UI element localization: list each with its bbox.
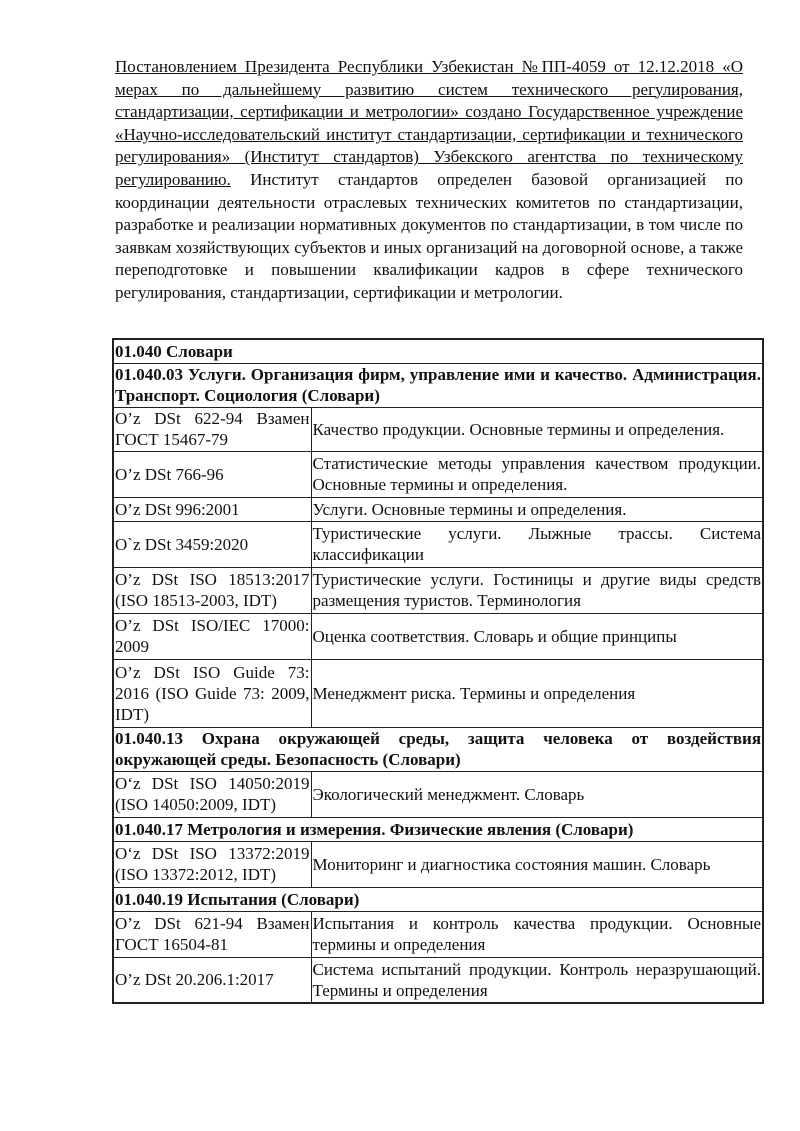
section-row (113, 727, 763, 771)
standards-table (112, 338, 764, 1004)
section-row (113, 363, 763, 407)
standard-title: Мониторинг и диагностика состояния машин. Словарь (311, 841, 763, 887)
section-heading: 01.040.13 Охрана окружающей среды, защита человека от воздействия окружающей среды. Безопасность (Словари) (115, 729, 762, 769)
standard-title: Испытания и контроль качества продукции. Основные термины и определения (311, 911, 763, 957)
table-row (113, 451, 763, 497)
section-row (113, 817, 763, 841)
standard-title: Статистические методы управления качеством продукции. Основные термины и определения. (311, 451, 763, 497)
standard-code: O’z DSt 621-94 Взамен ГОСТ 16504-81 (113, 911, 311, 957)
standard-title: Туристические услуги. Лыжные трассы. Система классификации (311, 521, 763, 567)
standard-code: O’z DSt ISO 18513:2017 (ISO 18513-2003, IDT) (113, 567, 311, 613)
section-heading: 01.040 Словари (113, 339, 763, 363)
standard-code: O’z DSt 766-96 (113, 451, 311, 497)
table-row (113, 567, 763, 613)
table-row (113, 841, 763, 887)
section-row (113, 887, 763, 911)
section-heading: 01.040.19 Испытания (Словари) (113, 887, 763, 911)
intro-body-text: Институт стандартов определен базовой организацией по координации деятельности отраслевых технических комитетов по стандартизации, разработке и реализации нормативных документов по стандартизации, в том числе по заявкам хозяйствующих субъектов и иных организаций на договорной основе, а также переподготовке и повышении квалификации кадров в сфере технического регулирования, стандартизации, сертификации и метрологии. (115, 169, 743, 302)
section-heading: 01.040.03 Услуги. Организация фирм, управление ими и качество. Администрация. Транспорт. Социология (Словари) (115, 365, 762, 405)
standard-code: O’z DSt 20.206.1:2017 (113, 957, 311, 1003)
standard-code: O’z DSt ISO Guide 73: 2016 (ISO Guide 73: 2009, IDT) (113, 659, 311, 727)
table-row (113, 771, 763, 817)
standard-code: O’z DSt 996:2001 (113, 497, 311, 521)
table-row (113, 911, 763, 957)
table-row (113, 497, 763, 521)
section-row (113, 339, 763, 363)
standard-code: O’z DSt ISO/IEC 17000: 2009 (113, 613, 311, 659)
standard-title: Качество продукции. Основные термины и определения. (311, 407, 763, 451)
section-heading: 01.040.17 Метрология и измерения. Физические явления (Словари) (113, 817, 763, 841)
document-page (115, 56, 743, 305)
standard-title: Туристические услуги. Гостиницы и другие виды средств размещения туристов. Терминология (311, 567, 763, 613)
standard-title: Услуги. Основные термины и определения. (311, 497, 763, 521)
standard-code: O`z DSt 3459:2020 (113, 521, 311, 567)
intro-paragraph (115, 56, 743, 305)
standard-code: O‘z DSt ISO 14050:2019 (ISO 14050:2009, IDT) (113, 771, 311, 817)
standard-title: Система испытаний продукции. Контроль неразрушающий. Термины и определения (311, 957, 763, 1003)
standard-code: O‘z DSt ISO 13372:2019 (ISO 13372:2012, IDT) (113, 841, 311, 887)
standard-title: Оценка соответствия. Словарь и общие принципы (311, 613, 763, 659)
table-row (113, 613, 763, 659)
standard-code: O’z DSt 622-94 Взамен ГОСТ 15467-79 (115, 409, 310, 449)
decree-link[interactable]: Постановлением Президента Республики Узбекистан №ПП-4059 от 12.12.2018 «О мерах по дальнейшему развитию систем технического регулирования, стандартизации, сертификации и метрологии» создано Государственное учреждение «Научно-исследовательский институт стандартизации, сертификации и технического регулирования» (Институт стандартов) Узбекского агентства по техническому регулированию. (115, 57, 743, 189)
table-row (113, 407, 763, 451)
table-row (113, 521, 763, 567)
table-row (113, 957, 763, 1003)
standard-title: Менеджмент риска. Термины и определения (311, 659, 763, 727)
standard-title: Экологический менеджмент. Словарь (311, 771, 763, 817)
table-row (113, 659, 763, 727)
